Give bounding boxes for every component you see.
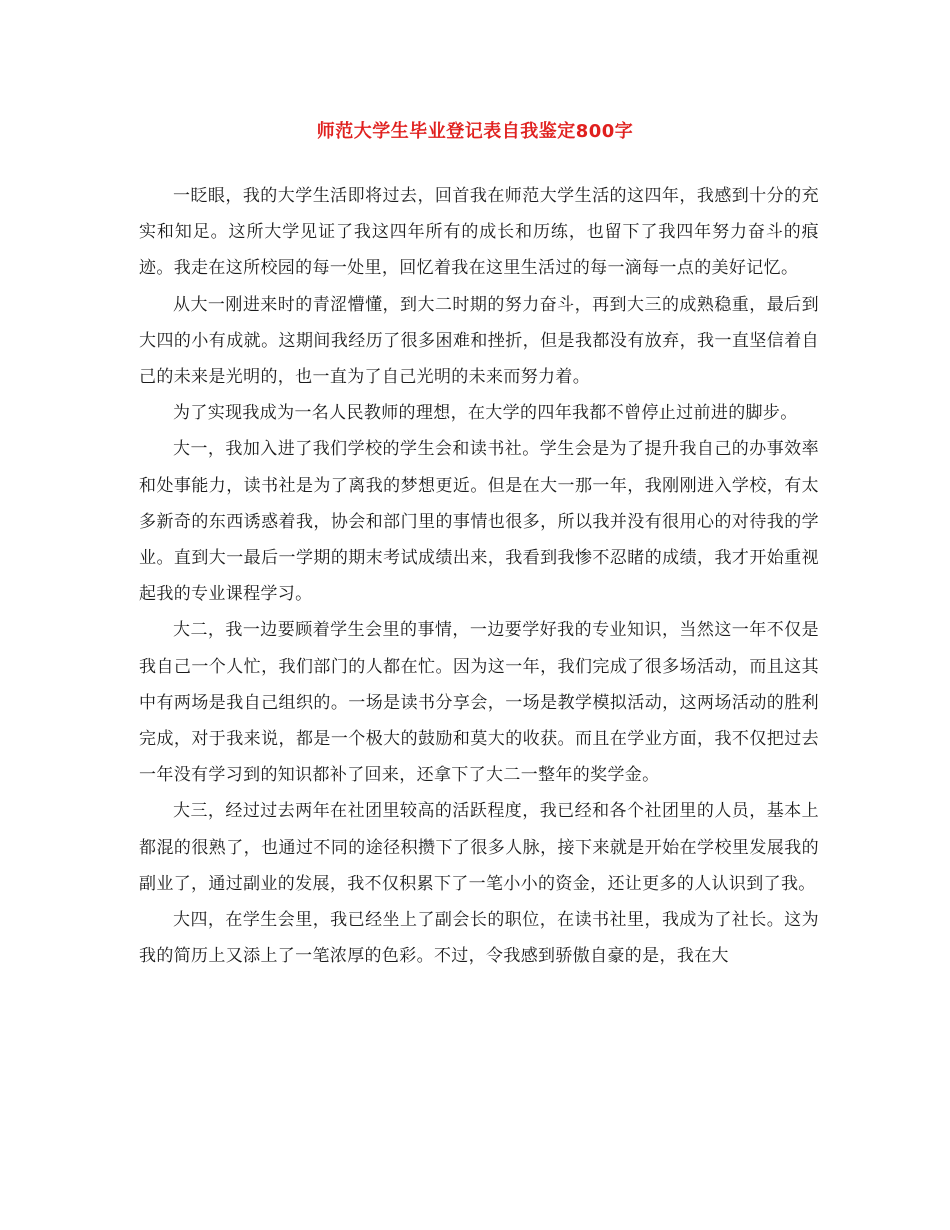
paragraph: 大二，我一边要顾着学生会里的事情，一边要学好我的专业知识，当然这一年不仅是我自己一个人忙，我们部门的人都在忙。因为这一年，我们完成了很多场活动，而且这其中有两场是我自己组织的。一场是读书分享会，一场是教学模拟活动，这两场活动的胜利完成，对于我来说，都是一个极大的鼓励和莫大的收获。而且在学业方面，我不仅把过去一年没有学习到的知识都补了回来，还拿下了大二一整年的奖学金。 bbox=[139, 620, 819, 786]
paragraph: 大四，在学生会里，我已经坐上了副会长的职位，在读书社里，我成为了社长。这为我的简历上又添上了一笔浓厚的色彩。不过，令我感到骄傲自豪的是，我在大 bbox=[139, 910, 819, 967]
paragraph: 从大一刚进来时的青涩懵懂，到大二时期的努力奋斗，再到大三的成熟稳重，最后到大四的小有成就。这期间我经历了很多困难和挫折，但是我都没有放弃，我一直坚信着自己的未来是光明的，也一直为了自己光明的未来而努力着。 bbox=[139, 294, 819, 388]
paragraph: 大三，经过过去两年在社团里较高的活跃程度，我已经和各个社团里的人员，基本上都混的很熟了，也通过不同的途径积攒下了很多人脉，接下来就是开始在学校里发展我的副业了，通过副业的发展，我不仅积累下了一笔小小的资金，还让更多的人认识到了我。 bbox=[139, 801, 819, 894]
paragraph: 一眨眼，我的大学生活即将过去，回首我在师范大学生活的这四年，我感到十分的充实和知足。这所大学见证了我这四年所有的成长和历练，也留下了我四年努力奋斗的痕迹。我走在这所校园的每一处里，回忆着我在这里生活过的每一滴每一点的美好记忆。 bbox=[139, 186, 819, 279]
document-body bbox=[139, 178, 819, 974]
document-title: 师范大学生毕业登记表自我鉴定800字 bbox=[316, 121, 634, 142]
paragraph: 为了实现我成为一名人民教师的理想，在大学的四年我都不曾停止过前进的脚步。 bbox=[173, 403, 798, 424]
paragraph: 大一，我加入进了我们学校的学生会和读书社。学生会是为了提升我自己的办事效率和处事能力，读书社是为了离我的梦想更近。但是在大一那一年，我刚刚进入学校，有太多新奇的东西诱惑着我，协会和部门里的事情也很多，所以我并没有很用心的对待我的学业。直到大一最后一学期的期末考试成绩出来，我看到我惨不忍睹的成绩，我才开始重视起我的专业课程学习。 bbox=[139, 439, 819, 605]
